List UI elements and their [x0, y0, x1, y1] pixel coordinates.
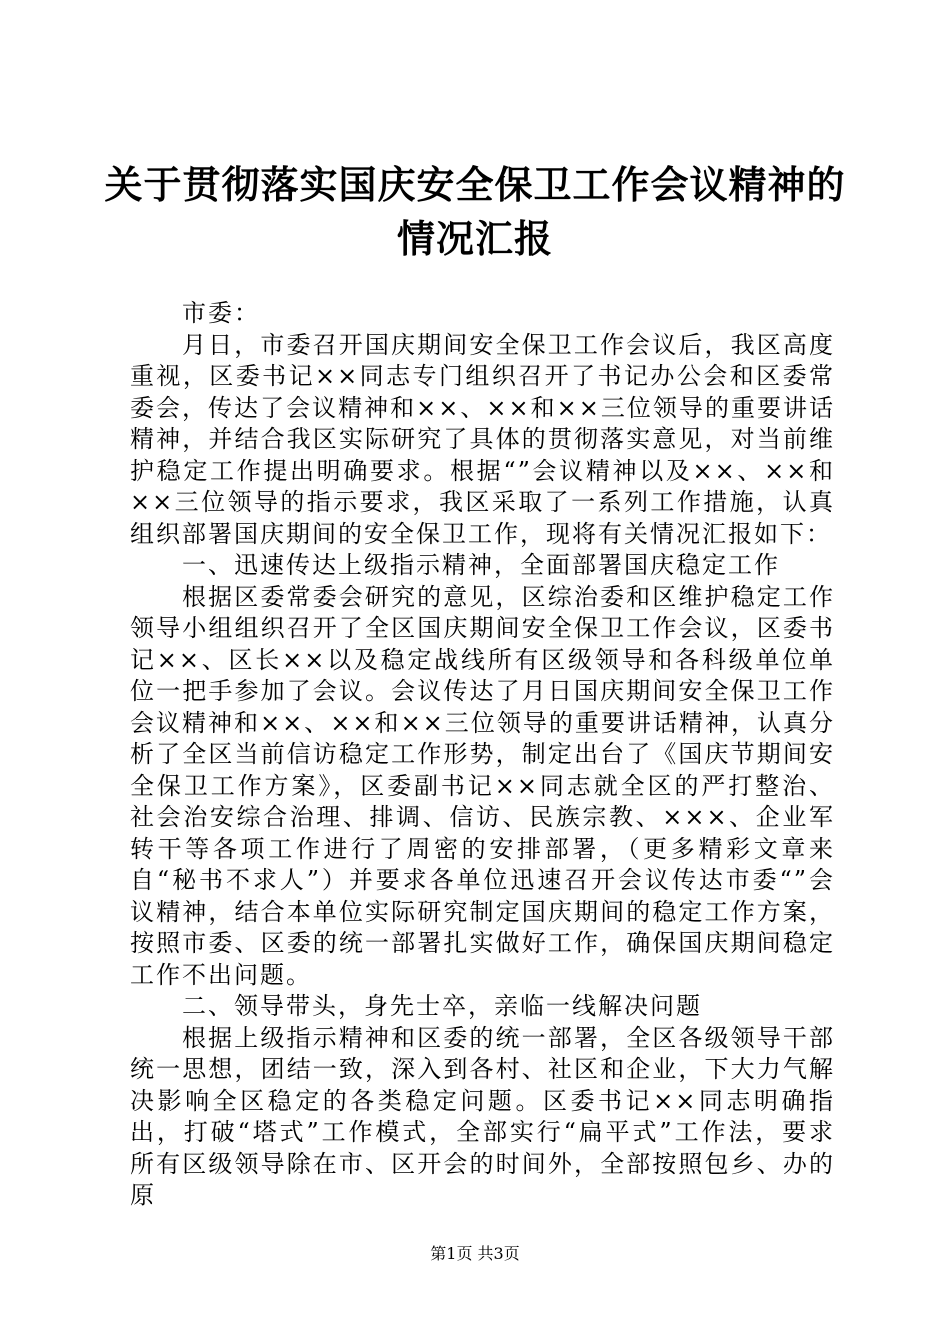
- salutation: 市委：: [182, 299, 260, 327]
- document-title: 关于贯彻落实国庆安全保卫工作会议精神的情况汇报: [104, 163, 846, 261]
- document-body: [130, 298, 835, 1212]
- paragraph-section-2: 根据上级指示精神和区委的统一部署，全区各级领导干部统一思想，团结一致，深入到各村、社区和企业，下大力气解决影响全区稳定的各类稳定问题。区委书记××同志明确指出，打破“塔式”工作模式，全部实行“扁平式”工作法，要求所有区级领导除在市、区开会的时间外，全部按照包乡、办的原: [130, 1023, 835, 1209]
- section-heading-2: 二、领导带头，身先士卒，亲临一线解决问题: [182, 992, 702, 1020]
- page-number-footer: 第1页 共3页: [430, 1244, 520, 1263]
- paragraph-intro: 月日，市委召开国庆期间安全保卫工作会议后，我区高度重视，区委书记××同志专门组织召开了书记办公会和区委常委会，传达了会议精神和××、××和××三位领导的重要讲话精神，并结合我区实际研究了具体的贯彻落实意见，对当前维护稳定工作提出明确要求。根据“”会议精神以及××、××和××三位领导的指示要求，我区采取了一系列工作措施，认真组织部署国庆期间的安全保卫工作，现将有关情况汇报如下：: [130, 330, 835, 548]
- paragraph-section-1: 根据区委常委会研究的意见，区综治委和区维护稳定工作领导小组组织召开了全区国庆期间安全保卫工作会议，区委书记××、区长××以及稳定战线所有区级领导和各科级单位单位一把手参加了会议。会议传达了月日国庆期间安全保卫工作会议精神和××、××和××三位领导的重要讲话精神，认真分析了全区当前信访稳定工作形势，制定出台了《国庆节期间安全保卫工作方案》，区委副书记××同志就全区的严打整治、社会治安综合治理、排调、信访、民族宗教、×××、企业军转干等各项工作进行了周密的安排部署，（更多精彩文章来自“秘书不求人”）并要求各单位迅速召开会议传达市委“”会议精神，结合本单位实际研究制定国庆期间的稳定工作方案，按照市委、区委的统一部署扎实做好工作，确保国庆期间稳定工作不出问题。: [130, 582, 835, 989]
- section-heading-1: 一、迅速传达上级指示精神，全面部署国庆稳定工作: [182, 551, 780, 579]
